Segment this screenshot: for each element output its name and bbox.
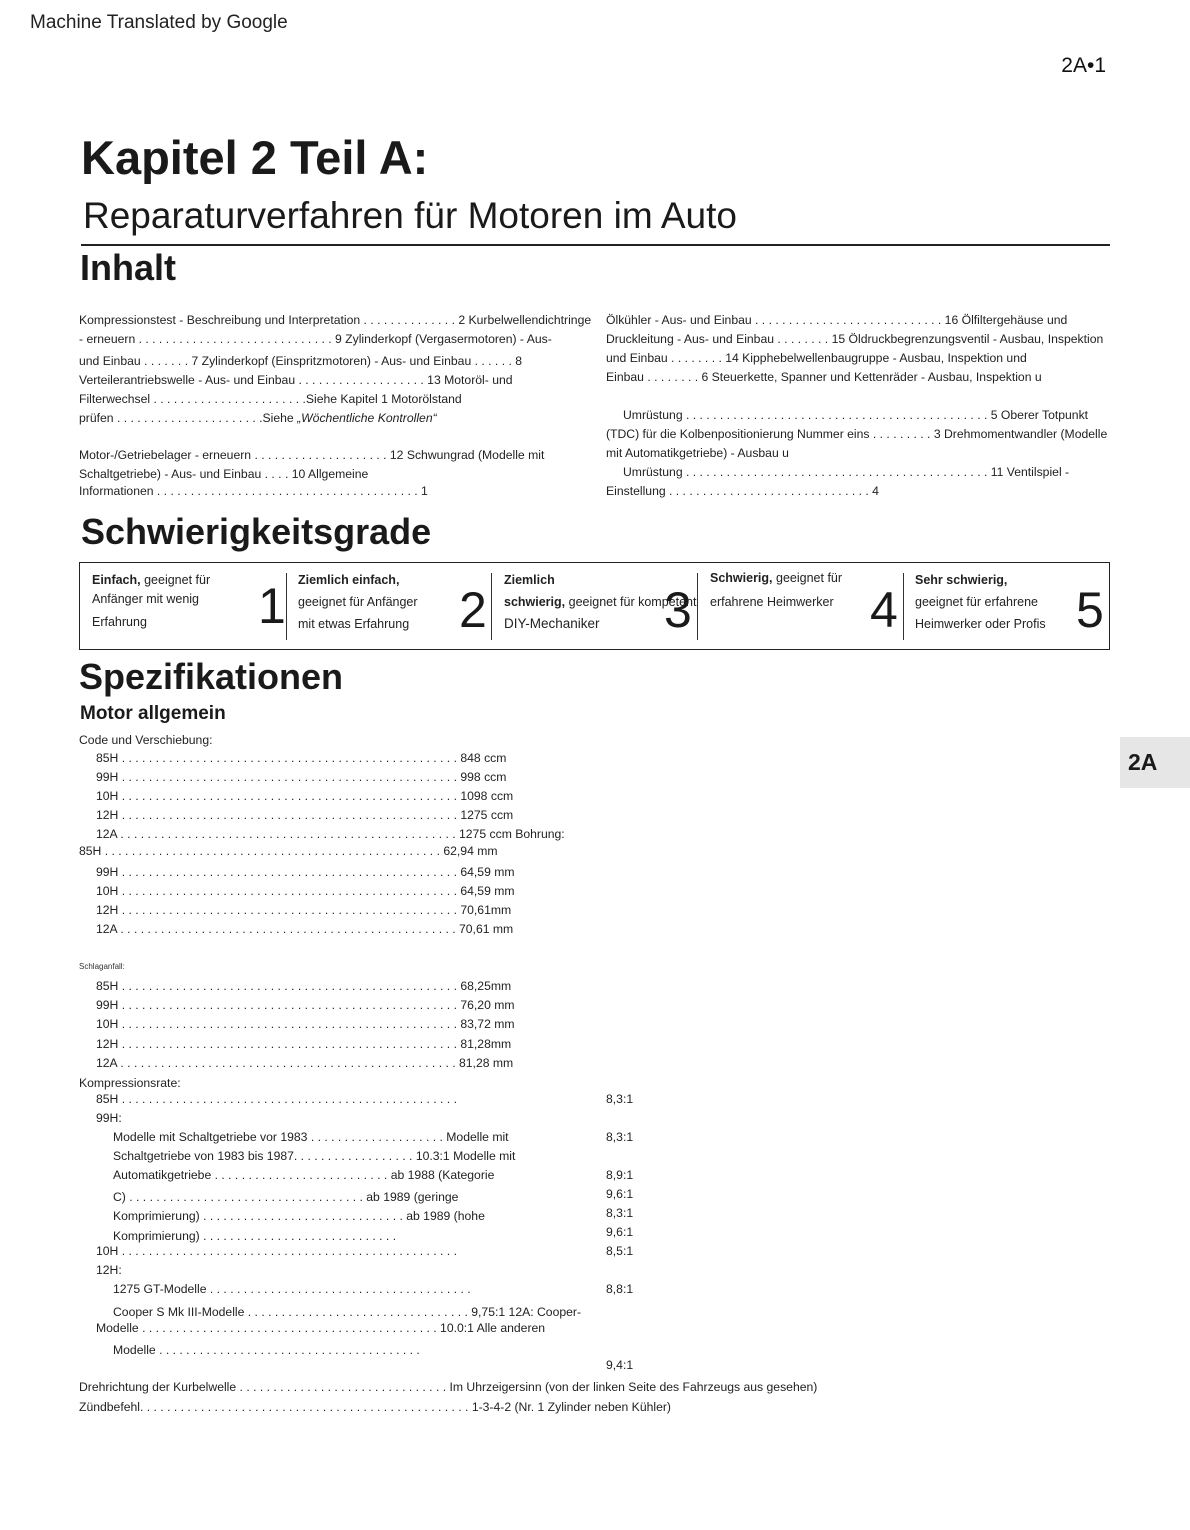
difficulty-level-desc: geeignet für [772,571,843,585]
page-number: 2A•1 [1061,54,1106,77]
spec-row: 85H . . . . . . . . . . . . . . . . . . . . . . . . . . . . . . . . . . . . . . . . . . . . . . . . . . 68,25mm [96,979,512,993]
difficulty-level-desc: geeignet für [140,573,211,587]
toc-line: Motor-/Getriebelager - erneuern . . . . . . . . . . . . . . . . . . . . 12 Schwungrad (Modelle mit [79,448,545,462]
compression-value: 9,4:1 [606,1358,634,1372]
spec-row: C) . . . . . . . . . . . . . . . . . . . . . . . . . . . . . . . . . . . ab 1989 (geringe [113,1190,459,1204]
stroke-list [96,977,515,1073]
difficulty-level-label: Schwierig, [710,571,773,585]
code-displacement-list [96,749,565,844]
difficulty-level-desc: Erfahrung [92,615,147,629]
spec-row: 10H . . . . . . . . . . . . . . . . . . . . . . . . . . . . . . . . . . . . . . . . . . . . . . . . . . 83,72 mm [96,1017,515,1032]
difficulty-level-label: Ziemlich einfach, [298,573,400,587]
spec-row: 12H . . . . . . . . . . . . . . . . . . . . . . . . . . . . . . . . . . . . . . . . . . . . . . . . . . 70,61mm [96,903,512,917]
specifications-heading: Spezifikationen [79,656,344,697]
difficulty-level-text [915,569,1046,635]
engine-general-heading: Motor allgemein [80,703,226,724]
toc-line: Einstellung . . . . . . . . . . . . . . . . . . . . . . . . . . . . . . 4 [606,484,879,498]
difficulty-level-text [710,567,842,613]
difficulty-level-desc: mit etwas Erfahrung [298,617,410,631]
spec-row: 12A . . . . . . . . . . . . . . . . . . . . . . . . . . . . . . . . . . . . . . . . . . . . . . . . . . 81,28 mm [96,1055,514,1070]
toc-line: und Einbau . . . . . . . . 14 Kipphebelwellenbaugruppe - Ausbau, Inspektion und [606,351,1027,365]
spec-row: 99H: [96,1111,122,1125]
difficulty-level-label: Sehr schwierig, [915,573,1008,587]
toc-line: mit Automatikgetriebe) - Ausbau u [606,446,789,460]
spec-row: 85H . . . . . . . . . . . . . . . . . . . . . . . . . . . . . . . . . . . . . . . . . . . . . . . . . . 62,94 mm [79,844,498,858]
compression-label: Kompressionsrate: [79,1076,181,1090]
difficulty-level-number: 1 [258,578,286,634]
code-label: Code und Verschiebung: [79,733,213,747]
toc-line: Druckleitung - Aus- und Einbau . . . . . . . . 15 Öldruckbegrenzungsventil - Ausbau, Inspektion [606,332,1104,346]
toc-line: Filterwechsel . . . . . . . . . . . . . . . . . . . . . . .Siehe Kapitel 1 Motorölstand [79,392,462,406]
toc-line: und Einbau . . . . . . . 7 Zylinderkopf (Einspritzmotoren) - Aus- und Einbau . . . . . . 8 [79,354,523,368]
spec-row: 85H . . . . . . . . . . . . . . . . . . . . . . . . . . . . . . . . . . . . . . . . . . . . . . . . . . 848 ccm [96,751,507,765]
stroke-label: Schlaganfall: [79,962,125,971]
title-rule [81,244,1110,246]
toc-line: Umrüstung . . . . . . . . . . . . . . . . . . . . . . . . . . . . . . . . . . . . . . . . . . . . . 5 Oberer Totpunkt [623,408,1089,422]
spec-row: Automatikgetriebe . . . . . . . . . . . . . . . . . . . . . . . . . . ab 1988 (Kategorie [113,1168,495,1182]
spec-row: 99H . . . . . . . . . . . . . . . . . . . . . . . . . . . . . . . . . . . . . . . . . . . . . . . . . . 998 ccm [96,770,507,784]
spec-row: 12H: [96,1263,122,1277]
spec-row: 12A . . . . . . . . . . . . . . . . . . . . . . . . . . . . . . . . . . . . . . . . . . . . . . . . . . 70,61 mm [96,922,514,936]
spec-row: 10H . . . . . . . . . . . . . . . . . . . . . . . . . . . . . . . . . . . . . . . . . . . . . . . . . . [96,1244,457,1258]
compression-value: 8,3:1 [606,1130,634,1144]
compression-value: 8,3:1 [606,1206,634,1220]
difficulty-level-number: 4 [870,582,898,638]
compression-value: 8,8:1 [606,1282,634,1296]
difficulty-level-4 [698,563,904,649]
spec-row: 99H . . . . . . . . . . . . . . . . . . . . . . . . . . . . . . . . . . . . . . . . . . . . . . . . . . 76,20 mm [96,998,515,1013]
toc-line: Ölkühler - Aus- und Einbau . . . . . . . . . . . . . . . . . . . . . . . . . . . . 16 Ölfiltergehäuse und [606,313,1068,327]
spec-row: 99H . . . . . . . . . . . . . . . . . . . . . . . . . . . . . . . . . . . . . . . . . . . . . . . . . . 64,59 mm [96,865,515,879]
toc-line: Schaltgetriebe) - Aus- und Einbau . . . . 10 Allgemeine [79,467,369,481]
toc-line: Einbau . . . . . . . . 6 Steuerkette, Spanner und Kettenräder - Ausbau, Inspektion u [606,370,1042,384]
compression-value: 9,6:1 [606,1187,634,1201]
spec-row: Modelle mit Schaltgetriebe vor 1983 . . . . . . . . . . . . . . . . . . . . Modelle mit [113,1130,509,1144]
toc-line: Umrüstung . . . . . . . . . . . . . . . . . . . . . . . . . . . . . . . . . . . . . . . . . . . . . 11 Ventilspiel - [623,465,1070,479]
difficulty-level-desc: geeignet für erfahrene [915,595,1039,609]
difficulty-level-desc: erfahrene Heimwerker [710,595,834,609]
chapter-title: Kapitel 2 Teil A: [81,131,429,184]
spec-row: Schaltgetriebe von 1983 bis 1987. . . . . . . . . . . . . . . . . . 10.3:1 Modelle mit [113,1149,516,1163]
difficulty-level-label: Einfach, [92,573,141,587]
contents-right-column [606,311,1107,501]
difficulty-level-5 [904,563,1109,649]
spec-row: Cooper S Mk III-Modelle . . . . . . . . . . . . . . . . . . . . . . . . . . . . . . . . . 9,75:1 12A: Cooper- [113,1305,582,1319]
difficulty-level-label: schwierig, [504,595,566,609]
bore-list [96,863,515,939]
spec-row: 85H . . . . . . . . . . . . . . . . . . . . . . . . . . . . . . . . . . . . . . . . . . . . . . . . . . [96,1092,457,1106]
difficulty-level-desc: geeignet für Anfänger [298,595,418,609]
spec-row: Komprimierung) . . . . . . . . . . . . . . . . . . . . . . . . . . . . . [113,1229,397,1243]
toc-line: Kompressionstest - Beschreibung und Interpretation . . . . . . . . . . . . . . 2 Kurbelwellendichtringe [79,313,592,327]
difficulty-level-number: 5 [1076,582,1104,638]
difficulty-level-desc: geeignet für kompetent [565,595,697,609]
spec-row: Komprimierung) . . . . . . . . . . . . . . . . . . . . . . . . . . . . . . ab 1989 (hohe [113,1209,485,1223]
chapter-side-tab [1120,737,1190,788]
spec-row: 12H . . . . . . . . . . . . . . . . . . . . . . . . . . . . . . . . . . . . . . . . . . . . . . . . . . 1275 ccm [96,808,514,822]
spec-row: 1275 GT-Modelle . . . . . . . . . . . . . . . . . . . . . . . . . . . . . . . . . . . . . . . [113,1282,471,1296]
difficulty-level-number: 2 [459,582,487,638]
difficulty-level-number: 3 [664,582,692,638]
spec-row: 10H . . . . . . . . . . . . . . . . . . . . . . . . . . . . . . . . . . . . . . . . . . . . . . . . . . 1098 ccm [96,789,514,803]
difficulty-level-desc: Heimwerker oder Profis [915,617,1046,631]
compression-value: 9,6:1 [606,1225,634,1239]
toc-line [79,409,591,428]
chapter-subtitle: Reparaturverfahren für Motoren im Auto [83,195,737,236]
spec-row: 12A . . . . . . . . . . . . . . . . . . . . . . . . . . . . . . . . . . . . . . . . . . . . . . . . . . 1275 ccm Bohrung: [96,827,565,841]
difficulty-level-text [298,569,418,635]
spec-row: 12H . . . . . . . . . . . . . . . . . . . . . . . . . . . . . . . . . . . . . . . . . . . . . . . . . . 81,28mm [96,1036,512,1051]
contents-heading: Inhalt [80,247,176,288]
spec-row: Modelle . . . . . . . . . . . . . . . . . . . . . . . . . . . . . . . . . . . . . . . [113,1343,420,1357]
machine-translation-notice: Machine Translated by Google [30,12,288,33]
difficulty-level-desc: Anfänger mit wenig [92,592,200,606]
toc-italic-ref: „Wöchentliche Kontrollen“ [297,411,437,425]
compression-value: 8,3:1 [606,1092,634,1106]
firing-order: Zündbefehl. . . . . . . . . . . . . . . . . . . . . . . . . . . . . . . . . . . . . . . . . . . . . . . . . 1-3-4-2 (Nr. 1 Zylinder neben Kühler) [79,1400,671,1414]
contents-left-column [79,311,591,498]
toc-text: prüfen . . . . . . . . . . . . . . . . . . . . . .Siehe [79,411,298,425]
difficulty-scale [79,562,1110,650]
compression-value: 8,5:1 [606,1244,634,1258]
spec-row: 10H . . . . . . . . . . . . . . . . . . . . . . . . . . . . . . . . . . . . . . . . . . . . . . . . . . 64,59 mm [96,884,515,898]
difficulty-level-text [92,569,210,633]
difficulty-level-3 [492,563,698,649]
difficulty-level-desc: DIY-Mechaniker [504,616,600,631]
crankshaft-rotation: Drehrichtung der Kurbelwelle . . . . . . . . . . . . . . . . . . . . . . . . . . . . . . . Im Uhrzeigersinn (von der linken Seite des Fahrzeugs aus gesehen) [79,1380,818,1394]
toc-line: Verteilerantriebswelle - Aus- und Einbau . . . . . . . . . . . . . . . . . . . 13 Motoröl- und [79,373,513,387]
difficulty-level-2 [287,563,492,649]
difficulty-level-1 [80,563,286,649]
compression-value: 8,9:1 [606,1168,634,1182]
chapter-side-tab-label: 2A [1128,749,1158,775]
difficulty-level-label: Ziemlich [504,573,555,587]
toc-line: Informationen . . . . . . . . . . . . . . . . . . . . . . . . . . . . . . . . . . . . . . . 1 [79,484,428,498]
difficulty-heading: Schwierigkeitsgrade [81,511,432,552]
toc-line: (TDC) für die Kolbenpositionierung Nummer eins . . . . . . . . . 3 Drehmomentwandler (Modelle [606,427,1108,441]
spec-row: Modelle . . . . . . . . . . . . . . . . . . . . . . . . . . . . . . . . . . . . . . . . . . . . 10.0:1 Alle anderen [96,1321,546,1335]
toc-line: - erneuern . . . . . . . . . . . . . . . . . . . . . . . . . . . . . 9 Zylinderkopf (Vergasermotoren) - Aus- [79,332,552,346]
